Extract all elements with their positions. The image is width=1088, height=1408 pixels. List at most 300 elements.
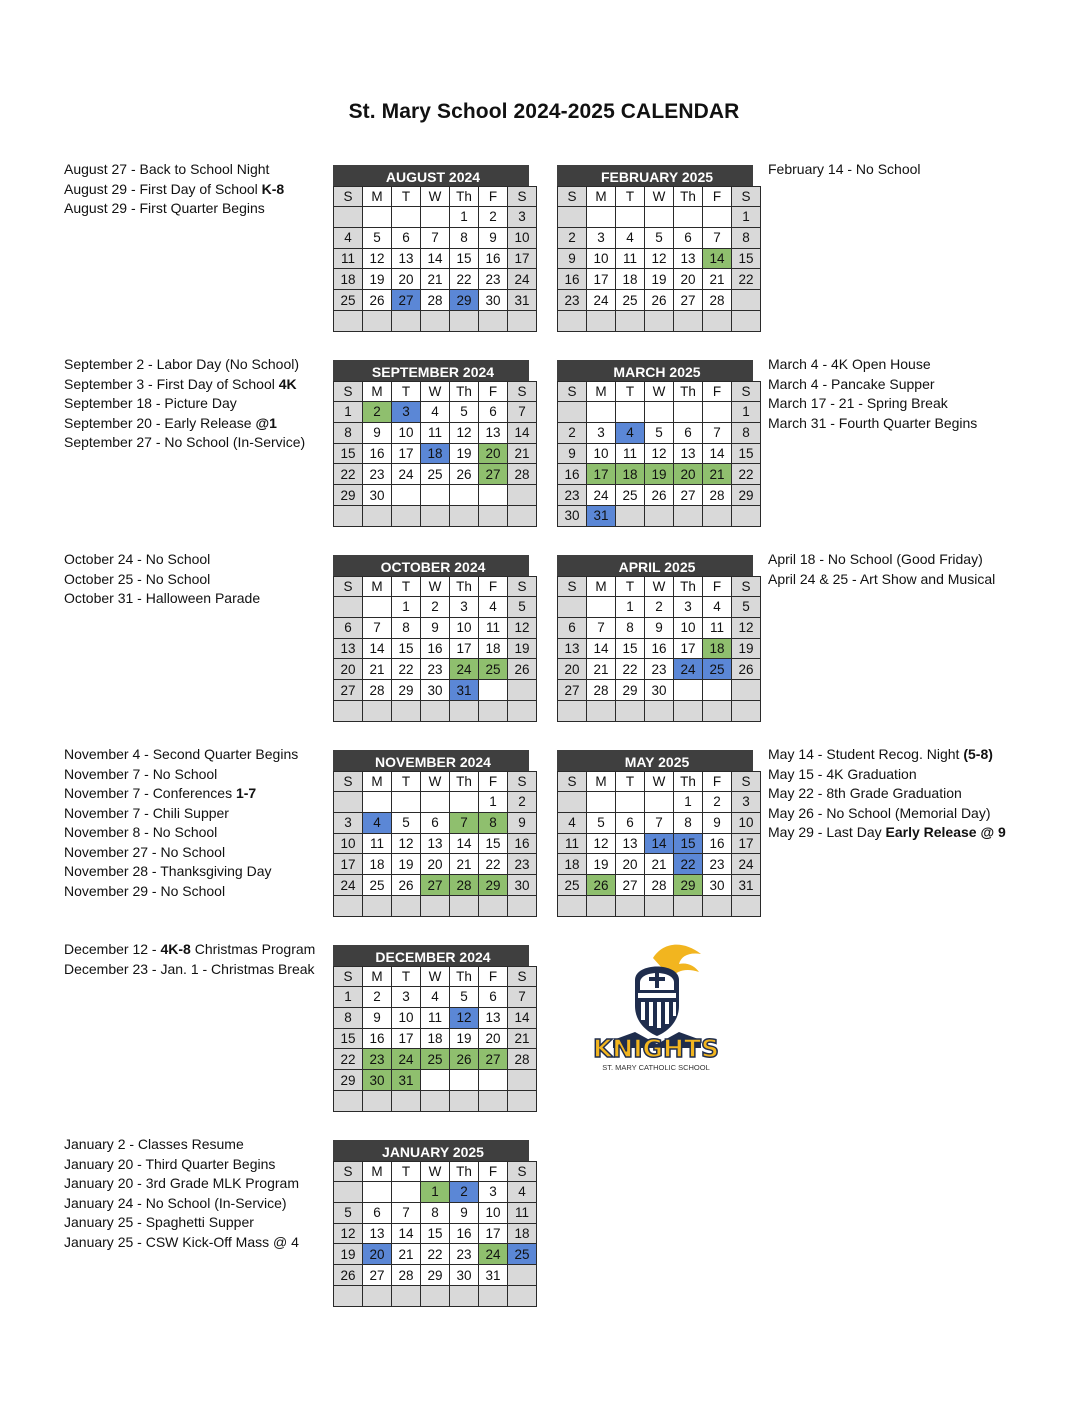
calendar-day-cell: 7	[421, 227, 450, 248]
calendar-december-2024	[333, 945, 529, 1112]
calendar-day-cell	[421, 310, 450, 331]
calendar-week-row	[334, 248, 537, 269]
calendar-day-cell: 11	[558, 833, 587, 854]
calendar-day-cell: 1	[479, 792, 508, 813]
note-line: November 7 - Conferences 1-7	[64, 785, 257, 801]
calendar-day-cell: 11	[334, 248, 363, 269]
calendar-day-cell: 27	[479, 464, 508, 485]
calendar-day-cell: 18	[334, 269, 363, 290]
calendar-day-cell: 1	[732, 207, 761, 228]
calendar-day-cell: 3	[674, 597, 703, 618]
note-line: April 24 & 25 - Art Show and Musical	[768, 570, 996, 587]
calendar-week-row	[334, 1070, 537, 1091]
calendar-day-cell: 5	[334, 1202, 363, 1223]
calendar-week-row	[334, 505, 537, 526]
calendar-day-cell: 10	[508, 227, 537, 248]
weekday-header: T	[392, 187, 421, 207]
calendar-day-cell: 17	[587, 269, 616, 290]
calendar-day-cell: 14	[587, 638, 616, 659]
calendar-week-row	[334, 659, 537, 680]
calendar-day-cell: 12	[363, 248, 392, 269]
calendar-day-cell: 3	[392, 987, 421, 1008]
calendar-day-cell	[732, 700, 761, 721]
weekday-header: F	[479, 967, 508, 987]
calendar-day-cell: 31	[587, 505, 616, 526]
calendar-day-cell: 28	[421, 290, 450, 311]
calendar-day-cell: 20	[392, 269, 421, 290]
weekday-header: S	[334, 772, 363, 792]
calendar-day-cell	[508, 1265, 537, 1286]
weekday-header: W	[421, 772, 450, 792]
calendar-day-cell: 8	[732, 227, 761, 248]
calendar-day-cell	[732, 505, 761, 526]
calendar-day-cell	[334, 700, 363, 721]
calendar-day-cell: 19	[508, 638, 537, 659]
calendar-day-cell: 18	[363, 854, 392, 875]
calendar-day-cell	[508, 505, 537, 526]
calendar-week-row	[334, 485, 537, 506]
calendar-day-cell: 17	[392, 1028, 421, 1049]
calendar-day-cell: 29	[421, 1265, 450, 1286]
calendar-january-2025	[333, 1140, 529, 1307]
calendar-day-cell: 19	[450, 443, 479, 464]
calendar-day-cell	[616, 402, 645, 423]
calendar-day-cell: 24	[674, 659, 703, 680]
weekday-header: Th	[450, 967, 479, 987]
calendar-day-cell: 25	[421, 1049, 450, 1070]
calendar-day-cell	[392, 485, 421, 506]
calendar-day-cell	[421, 1090, 450, 1111]
calendar-day-cell: 31	[479, 1265, 508, 1286]
weekday-header: M	[587, 772, 616, 792]
calendar-day-cell: 31	[450, 680, 479, 701]
calendar-day-cell: 11	[479, 617, 508, 638]
calendar-day-cell: 12	[450, 1007, 479, 1028]
calendar-day-cell	[558, 700, 587, 721]
calendar-day-cell	[508, 485, 537, 506]
calendar-day-cell: 5	[645, 227, 674, 248]
calendar-day-cell: 24	[508, 269, 537, 290]
calendar-day-cell: 28	[587, 680, 616, 701]
calendar-day-cell: 20	[674, 464, 703, 485]
calendar-week-row	[334, 792, 537, 813]
calendar-day-cell: 8	[334, 1007, 363, 1028]
calendar-day-cell: 25	[616, 290, 645, 311]
note-line: September 20 - Early Release @1	[64, 414, 277, 431]
calendar-day-cell: 12	[645, 443, 674, 464]
calendar-week-row	[334, 812, 537, 833]
note-line: November 29 - No School	[64, 882, 226, 899]
calendar-week-row	[558, 227, 761, 248]
calendar-day-cell: 13	[363, 1223, 392, 1244]
calendar-day-cell	[392, 792, 421, 813]
calendar-day-cell: 6	[479, 402, 508, 423]
calendar-week-row	[558, 248, 761, 269]
calendar-day-cell: 28	[508, 464, 537, 485]
calendar-day-cell: 24	[392, 1049, 421, 1070]
calendar-day-cell: 6	[674, 227, 703, 248]
calendar-day-cell: 21	[450, 854, 479, 875]
calendar-day-cell	[645, 792, 674, 813]
weekday-header: Th	[450, 187, 479, 207]
weekday-header: T	[392, 382, 421, 402]
calendar-day-cell: 15	[392, 638, 421, 659]
calendar-day-cell: 24	[587, 290, 616, 311]
calendar-day-cell	[334, 1285, 363, 1306]
calendar-day-cell: 19	[645, 464, 674, 485]
calendar-day-cell: 29	[450, 290, 479, 311]
calendar-day-cell	[645, 207, 674, 228]
calendar-day-cell	[703, 207, 732, 228]
notes-december	[64, 940, 315, 979]
calendar-day-cell: 7	[703, 422, 732, 443]
calendar-day-cell: 11	[616, 443, 645, 464]
calendar-day-cell: 13	[334, 638, 363, 659]
note-line: September 27 - No School (In-Service)	[64, 434, 306, 450]
weekday-header: W	[421, 967, 450, 987]
notes-february	[768, 160, 921, 180]
calendar-week-row	[334, 290, 537, 311]
calendar-day-cell	[508, 1070, 537, 1091]
calendar-day-cell: 30	[363, 485, 392, 506]
calendar-week-row	[558, 597, 761, 618]
calendar-day-cell: 14	[363, 638, 392, 659]
weekday-header: S	[334, 382, 363, 402]
calendar-day-cell: 3	[392, 402, 421, 423]
calendar-day-cell: 27	[479, 1049, 508, 1070]
calendar-day-cell: 16	[703, 833, 732, 854]
note-line: December 23 - Jan. 1 - Christmas Break	[64, 960, 315, 977]
weekday-header: T	[392, 1162, 421, 1182]
calendar-day-cell	[363, 207, 392, 228]
weekday-header: W	[645, 577, 674, 597]
calendar-week-row	[334, 1223, 537, 1244]
calendar-day-cell	[587, 700, 616, 721]
note-line: January 25 - Spaghetti Supper	[64, 1214, 254, 1230]
note-line: May 26 - No School (Memorial Day)	[768, 804, 991, 821]
calendar-day-cell: 19	[450, 1028, 479, 1049]
calendar-day-cell	[587, 402, 616, 423]
calendar-week-row	[558, 269, 761, 290]
calendar-month-title: MARCH 2025	[557, 360, 753, 381]
weekday-header: T	[616, 772, 645, 792]
calendar-day-cell: 10	[450, 617, 479, 638]
calendar-day-cell: 12	[732, 617, 761, 638]
calendar-day-cell	[479, 310, 508, 331]
calendar-day-cell: 1	[334, 402, 363, 423]
calendar-day-cell: 20	[479, 443, 508, 464]
calendar-day-cell: 23	[703, 854, 732, 875]
calendar-month-title: SEPTEMBER 2024	[333, 360, 529, 381]
weekday-header: S	[732, 577, 761, 597]
calendar-day-cell: 28	[363, 680, 392, 701]
calendar-day-cell	[616, 505, 645, 526]
calendar-day-cell: 14	[703, 443, 732, 464]
calendar-day-cell: 6	[674, 422, 703, 443]
calendar-may-2025	[557, 750, 753, 917]
weekday-header: S	[508, 1162, 537, 1182]
calendar-day-cell: 29	[334, 485, 363, 506]
calendar-day-cell: 8	[616, 617, 645, 638]
calendar-day-cell: 16	[558, 464, 587, 485]
calendar-day-cell: 22	[674, 854, 703, 875]
calendar-day-cell: 27	[558, 680, 587, 701]
note-line: January 2 - Classes Resume	[64, 1136, 244, 1152]
calendar-february-2025	[557, 165, 753, 332]
calendar-day-cell: 20	[421, 854, 450, 875]
weekday-header: F	[479, 1162, 508, 1182]
calendar-month-title: AUGUST 2024	[333, 165, 529, 186]
calendar-day-cell: 7	[508, 402, 537, 423]
calendar-day-cell: 5	[450, 402, 479, 423]
calendar-day-cell	[421, 505, 450, 526]
calendar-day-cell: 9	[558, 443, 587, 464]
calendar-day-cell: 22	[732, 269, 761, 290]
calendar-day-cell: 21	[508, 443, 537, 464]
weekday-header: S	[558, 187, 587, 207]
notes-september	[64, 355, 305, 453]
calendar-week-row	[558, 833, 761, 854]
weekday-header: F	[703, 577, 732, 597]
weekday-header: F	[703, 187, 732, 207]
calendar-day-cell: 11	[363, 833, 392, 854]
calendar-week-row	[558, 422, 761, 443]
weekday-header: W	[645, 187, 674, 207]
calendar-month-title: JANUARY 2025	[333, 1140, 529, 1161]
note-line: March 31 - Fourth Quarter Begins	[768, 414, 978, 431]
weekday-header: W	[421, 1162, 450, 1182]
calendar-week-row	[558, 700, 761, 721]
calendar-day-cell: 17	[450, 638, 479, 659]
calendar-day-cell: 2	[558, 227, 587, 248]
calendar-day-cell: 1	[334, 987, 363, 1008]
calendar-day-cell: 2	[363, 402, 392, 423]
calendar-day-cell: 30	[450, 1265, 479, 1286]
calendar-day-cell: 13	[479, 422, 508, 443]
calendar-day-cell: 6	[616, 812, 645, 833]
calendar-day-cell: 21	[587, 659, 616, 680]
calendar-day-cell	[616, 700, 645, 721]
calendar-day-cell: 10	[587, 443, 616, 464]
calendar-day-cell: 8	[674, 812, 703, 833]
weekday-header: W	[421, 382, 450, 402]
calendar-day-cell: 3	[587, 422, 616, 443]
note-line: April 18 - No School (Good Friday)	[768, 551, 983, 567]
calendar-november-2024	[333, 750, 529, 917]
calendar-day-cell	[334, 1182, 363, 1203]
calendar-week-row	[334, 402, 537, 423]
calendar-week-row	[558, 402, 761, 423]
calendar-day-cell: 31	[732, 875, 761, 896]
calendar-day-cell: 5	[587, 812, 616, 833]
calendar-day-cell: 22	[421, 1244, 450, 1265]
calendar-day-cell	[616, 895, 645, 916]
weekday-header: F	[703, 382, 732, 402]
calendar-day-cell	[392, 700, 421, 721]
calendar-week-row	[558, 443, 761, 464]
calendar-day-cell	[587, 310, 616, 331]
calendar-august-2024	[333, 165, 529, 332]
calendar-day-cell: 15	[334, 1028, 363, 1049]
calendar-day-cell: 3	[732, 792, 761, 813]
calendar-day-cell: 26	[363, 290, 392, 311]
weekday-header: M	[587, 577, 616, 597]
calendar-day-cell: 12	[392, 833, 421, 854]
calendar-day-cell: 10	[732, 812, 761, 833]
weekday-header: W	[645, 772, 674, 792]
calendar-day-cell	[508, 680, 537, 701]
calendar-day-cell	[674, 402, 703, 423]
calendar-day-cell	[363, 1182, 392, 1203]
calendar-week-row	[558, 617, 761, 638]
calendar-day-cell: 5	[732, 597, 761, 618]
calendar-day-cell: 22	[334, 1049, 363, 1070]
calendar-day-cell: 14	[450, 833, 479, 854]
note-line: October 25 - No School	[64, 570, 211, 587]
calendar-day-cell	[334, 505, 363, 526]
calendar-day-cell: 12	[645, 248, 674, 269]
calendar-day-cell: 9	[363, 1007, 392, 1028]
calendar-day-cell: 24	[392, 464, 421, 485]
calendar-day-cell: 2	[450, 1182, 479, 1203]
calendar-day-cell: 20	[479, 1028, 508, 1049]
calendar-day-cell: 21	[508, 1028, 537, 1049]
weekday-header: S	[508, 577, 537, 597]
calendar-april-2025	[557, 555, 753, 722]
calendar-day-cell	[392, 310, 421, 331]
note-line: January 25 - CSW Kick-Off Mass @ 4	[64, 1233, 299, 1250]
calendar-day-cell: 18	[616, 269, 645, 290]
weekday-header: T	[392, 577, 421, 597]
weekday-header: M	[587, 382, 616, 402]
calendar-day-cell: 14	[392, 1223, 421, 1244]
calendar-day-cell: 16	[645, 638, 674, 659]
calendar-week-row	[334, 1202, 537, 1223]
calendar-day-cell: 5	[508, 597, 537, 618]
calendar-day-cell	[334, 792, 363, 813]
calendar-day-cell: 2	[645, 597, 674, 618]
calendar-day-cell	[392, 207, 421, 228]
calendar-day-cell: 18	[616, 464, 645, 485]
calendar-day-cell: 7	[392, 1202, 421, 1223]
calendar-september-2024	[333, 360, 529, 527]
calendar-day-cell: 11	[703, 617, 732, 638]
weekday-header: Th	[674, 772, 703, 792]
calendar-day-cell: 12	[450, 422, 479, 443]
calendar-week-row	[558, 464, 761, 485]
calendar-day-cell: 3	[508, 207, 537, 228]
calendar-day-cell	[674, 680, 703, 701]
calendar-day-cell: 22	[479, 854, 508, 875]
notes-may	[768, 745, 1006, 843]
calendar-day-cell	[674, 505, 703, 526]
calendar-day-cell: 22	[334, 464, 363, 485]
calendar-day-cell	[703, 680, 732, 701]
weekday-header: W	[645, 382, 674, 402]
calendar-day-cell: 11	[616, 248, 645, 269]
calendar-day-cell	[450, 1285, 479, 1306]
calendar-day-cell: 28	[645, 875, 674, 896]
calendar-day-cell: 9	[421, 617, 450, 638]
calendar-day-cell: 4	[703, 597, 732, 618]
weekday-header: Th	[450, 577, 479, 597]
note-line: December 12 - 4K-8 Christmas Program	[64, 941, 316, 957]
calendar-day-cell: 1	[732, 402, 761, 423]
calendar-day-cell: 3	[587, 227, 616, 248]
calendar-day-cell	[392, 1182, 421, 1203]
weekday-header: S	[732, 772, 761, 792]
weekday-header: S	[508, 772, 537, 792]
note-line: May 14 - Student Recog. Night (5-8)	[768, 746, 993, 762]
calendar-day-cell: 19	[334, 1244, 363, 1265]
calendar-day-cell: 26	[645, 290, 674, 311]
calendar-day-cell: 6	[334, 617, 363, 638]
calendar-day-cell	[674, 895, 703, 916]
calendar-day-cell: 9	[479, 227, 508, 248]
calendar-day-cell	[587, 597, 616, 618]
calendar-day-cell	[732, 895, 761, 916]
calendar-day-cell	[558, 597, 587, 618]
calendar-day-cell: 5	[645, 422, 674, 443]
calendar-day-cell	[421, 1285, 450, 1306]
calendar-week-row	[334, 987, 537, 1008]
calendar-day-cell: 26	[392, 875, 421, 896]
note-line: November 28 - Thanksgiving Day	[64, 863, 272, 879]
calendar-day-cell	[558, 792, 587, 813]
calendar-day-cell: 22	[616, 659, 645, 680]
notes-august	[64, 160, 284, 219]
calendar-day-cell: 29	[479, 875, 508, 896]
calendar-day-cell: 22	[392, 659, 421, 680]
calendar-day-cell: 27	[334, 680, 363, 701]
calendar-day-cell: 1	[450, 207, 479, 228]
calendar-day-cell	[363, 895, 392, 916]
calendar-day-cell: 20	[558, 659, 587, 680]
calendar-october-2024	[333, 555, 529, 722]
weekday-header: T	[392, 967, 421, 987]
calendar-week-row	[558, 485, 761, 506]
calendar-day-cell: 28	[703, 485, 732, 506]
note-line: August 29 - First Day of School K-8	[64, 180, 285, 197]
calendar-day-cell: 10	[587, 248, 616, 269]
weekday-header: T	[392, 772, 421, 792]
calendar-day-cell	[558, 310, 587, 331]
calendar-week-row	[334, 227, 537, 248]
calendar-day-cell: 19	[392, 854, 421, 875]
calendar-day-cell: 14	[421, 248, 450, 269]
calendar-week-row	[334, 1265, 537, 1286]
calendar-day-cell: 6	[392, 227, 421, 248]
calendar-day-cell: 24	[450, 659, 479, 680]
calendar-day-cell: 2	[363, 987, 392, 1008]
calendar-day-cell: 10	[334, 833, 363, 854]
weekday-header: M	[587, 187, 616, 207]
note-line: September 3 - First Day of School 4K	[64, 375, 297, 392]
calendar-day-cell: 13	[674, 248, 703, 269]
notes-january	[64, 1135, 299, 1252]
calendar-day-cell	[508, 895, 537, 916]
calendar-week-row	[334, 833, 537, 854]
calendar-day-cell: 18	[421, 1028, 450, 1049]
weekday-header: S	[558, 772, 587, 792]
calendar-day-cell: 25	[421, 464, 450, 485]
calendar-day-cell	[334, 207, 363, 228]
calendar-day-cell: 4	[363, 812, 392, 833]
calendar-day-cell	[421, 485, 450, 506]
calendar-day-cell: 25	[558, 875, 587, 896]
note-line: May 22 - 8th Grade Graduation	[768, 785, 962, 801]
calendar-day-cell: 8	[421, 1202, 450, 1223]
